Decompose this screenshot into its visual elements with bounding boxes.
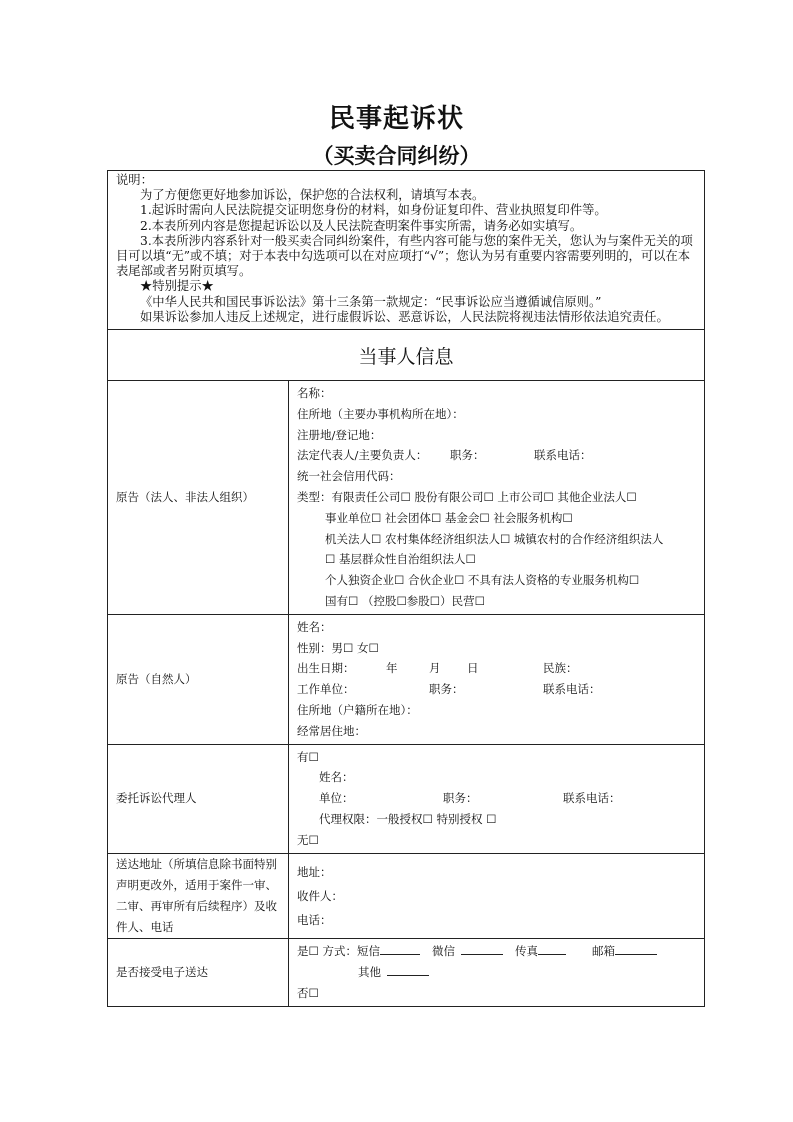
e-service-other-line bbox=[297, 962, 698, 983]
person-name-field[interactable]: 姓名： bbox=[297, 619, 332, 634]
org-type-options[interactable]: 个人独资企业☐ 合伙企业☐ 不具有法人资格的专业服务机构☐ bbox=[325, 573, 640, 588]
wechat-label: 微信 bbox=[431, 943, 455, 958]
ethnicity-field[interactable]: 民族： bbox=[543, 661, 578, 676]
plaintiff-legal-label: 原告（法人、非法人组织） bbox=[108, 381, 289, 615]
instructions-row bbox=[108, 171, 705, 330]
instruction-line: 3.本表所涉内容系针对一般买卖合同纠纷案件，有些内容可能与您的案件无关，您认为与案件无关的项目可以填“无”或不填；对于本表中勾选项可以在对应项打“√”；您认为另有重要内容需要列明的，可以在本表尾部或者另附页填写。 bbox=[116, 233, 693, 279]
form-table bbox=[107, 170, 705, 1007]
org-type-options[interactable]: 机关法人☐ 农村集体经济组织法人☐ 城镇农村的合作经济组织法人 bbox=[325, 531, 664, 546]
org-address-field[interactable]: 住所地（主要办事机构所在地）： bbox=[297, 406, 464, 421]
other-label: 其他 bbox=[358, 964, 381, 979]
service-address-field[interactable]: 地址： bbox=[297, 864, 332, 879]
email-blank[interactable] bbox=[615, 942, 657, 955]
birth-month-label: 月 bbox=[429, 661, 441, 676]
registration-field[interactable]: 注册地/登记地： bbox=[297, 427, 382, 442]
plaintiff-legal-row bbox=[108, 381, 705, 615]
agent-authority-options[interactable]: 代理权限：一般授权☐ 特别授权 ☐ bbox=[319, 811, 497, 826]
special-notice-heading: ★特别提示★ bbox=[140, 279, 214, 294]
domicile-field[interactable]: 住所地（户籍所在地）： bbox=[297, 702, 418, 717]
instructions-cell bbox=[108, 171, 705, 330]
recipient-field[interactable]: 收件人： bbox=[297, 888, 343, 903]
e-service-label: 是否接受电子送达 bbox=[108, 938, 289, 1006]
person-phone-field[interactable]: 联系电话： bbox=[543, 682, 601, 697]
birth-line bbox=[297, 658, 698, 679]
plaintiff-legal-fields bbox=[289, 381, 705, 615]
instruction-line: 如果诉讼参加人违反上述规定，进行虚假诉讼、恶意诉讼，人民法院将视违法情形依法追究责任。 bbox=[140, 309, 669, 324]
legal-rep-field[interactable]: 法定代表人/主要负责人： bbox=[297, 448, 428, 463]
org-name-field[interactable]: 名称： bbox=[297, 386, 332, 401]
service-address-row bbox=[108, 853, 705, 938]
e-service-no-option[interactable]: 否☐ bbox=[297, 985, 319, 1000]
person-position-field[interactable]: 职务： bbox=[429, 682, 464, 697]
wechat-blank[interactable] bbox=[461, 942, 503, 955]
document-title: 民事起诉状 bbox=[328, 104, 464, 134]
agent-no-option[interactable]: 无☐ bbox=[297, 832, 319, 847]
agent-name-field[interactable]: 姓名： bbox=[319, 770, 354, 785]
sms-blank[interactable] bbox=[380, 942, 420, 955]
email-label: 邮箱 bbox=[591, 943, 615, 958]
org-type-options[interactable]: 类型：有限责任公司☐ 股份有限公司☐ 上市公司☐ 其他企业法人☐ bbox=[297, 490, 637, 505]
instruction-line: 1.起诉时需向人民法院提交证明您身份的材料，如身份证复印件、营业执照复印件等。 bbox=[140, 203, 607, 218]
rep-phone-field[interactable]: 联系电话： bbox=[534, 448, 592, 463]
legal-rep-line bbox=[297, 445, 698, 466]
e-service-yes-option[interactable]: 是☐ 方式：短信 bbox=[297, 943, 380, 958]
agent-row bbox=[108, 744, 705, 853]
complaint-form bbox=[107, 170, 704, 1007]
fax-label: 传真 bbox=[514, 943, 538, 958]
birth-year-label: 年 bbox=[386, 661, 398, 676]
employer-field[interactable]: 工作单位： bbox=[297, 682, 355, 697]
e-service-methods-line bbox=[297, 941, 698, 962]
employment-line bbox=[297, 679, 698, 700]
agent-unit-field[interactable]: 单位： bbox=[319, 791, 354, 806]
instruction-line: 《中华人民共和国民事诉讼法》第十三条第一款规定：“民事诉讼应当遵循诚信原则。” bbox=[140, 294, 602, 309]
section-title: 当事人信息 bbox=[108, 330, 705, 381]
agent-label: 委托诉讼代理人 bbox=[108, 744, 289, 853]
rep-position-field[interactable]: 职务： bbox=[450, 448, 485, 463]
service-phone-field[interactable]: 电话： bbox=[297, 912, 332, 927]
agent-position-field[interactable]: 职务： bbox=[443, 791, 478, 806]
org-type-options[interactable]: ☐ 基层群众性自治组织法人☐ bbox=[325, 552, 476, 567]
instruction-line: 为了方便您更好地参加诉讼，保护您的合法权利，请填写本表。 bbox=[140, 188, 485, 203]
document-subtitle: （买卖合同纠纷） bbox=[312, 143, 481, 168]
agent-phone-field[interactable]: 联系电话： bbox=[563, 791, 621, 806]
service-address-fields bbox=[289, 853, 705, 938]
plaintiff-natural-row bbox=[108, 614, 705, 744]
credit-code-field[interactable]: 统一社会信用代码： bbox=[297, 469, 401, 484]
residence-field[interactable]: 经常居住地： bbox=[297, 723, 366, 738]
gender-options[interactable]: 性别：男☐ 女☐ bbox=[297, 640, 379, 655]
plaintiff-natural-fields bbox=[289, 614, 705, 744]
section-header-row bbox=[108, 330, 705, 381]
instruction-line: 2.本表所列内容是您提起诉讼以及人民法院查明案件事实所需，请务必如实填写。 bbox=[140, 218, 583, 233]
e-service-fields bbox=[289, 938, 705, 1006]
instructions-heading: 说明： bbox=[116, 173, 153, 187]
e-service-row bbox=[108, 938, 705, 1006]
agent-unit-line bbox=[297, 788, 698, 809]
fax-blank[interactable] bbox=[538, 942, 566, 955]
ownership-options[interactable]: 国有☐ （控股☐参股☐）民营☐ bbox=[325, 594, 485, 608]
org-type-options[interactable]: 事业单位☐ 社会团体☐ 基金会☐ 社会服务机构☐ bbox=[325, 510, 573, 525]
plaintiff-natural-label: 原告（自然人） bbox=[108, 614, 289, 744]
birth-date-field[interactable]: 出生日期： bbox=[297, 661, 355, 676]
agent-yes-option[interactable]: 有☐ bbox=[297, 749, 319, 764]
other-blank[interactable] bbox=[387, 963, 429, 976]
service-address-label: 送达地址（所填信息除书面特别声明更改外，适用于案件一审、二审、再审所有后续程序）及收件人、电话 bbox=[108, 853, 289, 938]
agent-fields bbox=[289, 744, 705, 853]
birth-day-label: 日 bbox=[467, 661, 479, 676]
